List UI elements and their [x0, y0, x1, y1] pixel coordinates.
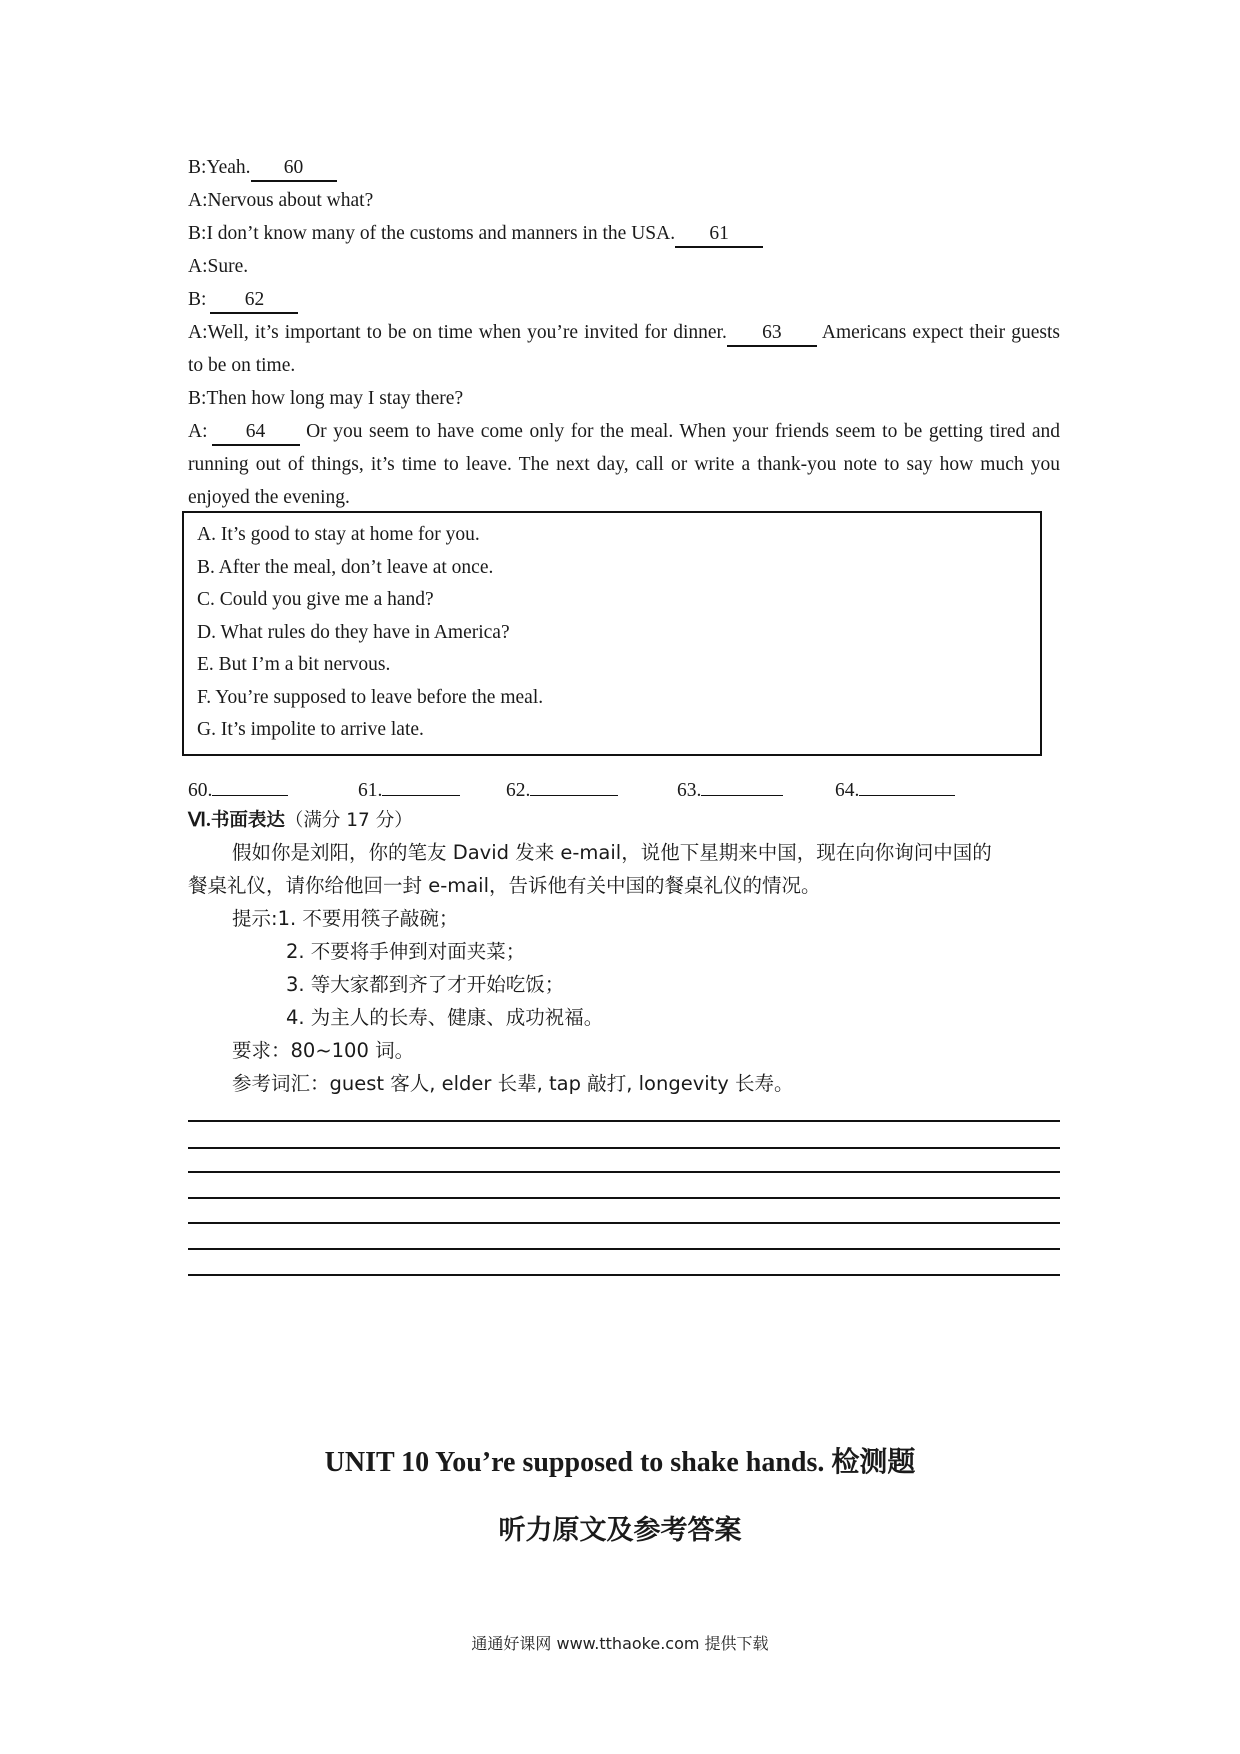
- dialogue-line-63: A:Well, it’s important to be on time when you’re invited for dinner. 63 Americans expect their guests to be on time.: [188, 322, 1060, 376]
- dialogue-text: Americans expect their guests to be on time.: [188, 322, 1060, 376]
- writing-line: [188, 1120, 1060, 1122]
- answer-slot-63: [677, 776, 783, 806]
- dialogue-line-64: A: 64 Or you seem to have come only for the meal. When your friends seem to be getting tired and running out of things, it’s time to leave. The next day, call or write a thank-you note to say how much you enjoyed the evening.: [188, 421, 1060, 508]
- option-g: G. It’s impolite to arrive late.: [197, 719, 424, 740]
- dialogue-line: A:Sure.: [188, 256, 249, 277]
- answer-label: 62.: [506, 780, 531, 801]
- hint-item: 4. 为主人的长寿、健康、成功祝福。: [286, 1006, 604, 1029]
- blank-63: 63: [727, 321, 817, 347]
- answer-slot-60: [188, 776, 288, 806]
- speaker: A: [188, 256, 203, 277]
- answer-label: 60.: [188, 780, 213, 801]
- writing-line: [188, 1274, 1060, 1276]
- dialogue-text: Well, it’s important to be on time when you’re invited for dinner.: [207, 322, 727, 343]
- answer-label: 63.: [677, 780, 702, 801]
- blank-64: 64: [212, 420, 300, 446]
- dialogue-line-61: B:I don’t know many of the customs and manners in the USA. 61: [188, 217, 763, 250]
- speaker: A: [188, 421, 203, 442]
- options-box: [182, 511, 1042, 756]
- hint-item: 2. 不要将手伸到对面夹菜；: [286, 940, 526, 963]
- answer-slot-61: [358, 776, 460, 806]
- dialogue-line-60: B:Yeah. 60: [188, 151, 337, 184]
- option-f: F. You’re supposed to leave before the meal.: [197, 687, 544, 708]
- speaker: B: [188, 157, 202, 178]
- option-d: D. What rules do they have in America?: [197, 622, 510, 643]
- speaker: B: [188, 223, 202, 244]
- subtitle: 听力原文及参考答案: [498, 1515, 742, 1546]
- writing-line: [188, 1197, 1060, 1199]
- answer-slot-64: [835, 776, 955, 806]
- dialogue-line: B:Then how long may I stay there?: [188, 388, 464, 409]
- dialogue-line-62: B: 62: [188, 283, 298, 316]
- dialogue-text: Then how long may I stay there?: [206, 388, 464, 409]
- speaker: B: [188, 289, 202, 310]
- answer-line: [859, 777, 955, 796]
- answer-line: [530, 777, 618, 796]
- dialogue-text: Sure.: [207, 256, 249, 277]
- option-e: E. But I’m a bit nervous.: [197, 654, 391, 675]
- blank-61: 61: [675, 222, 763, 248]
- unit-title: UNIT 10 You’re supposed to shake hands. 检测题: [324, 1447, 916, 1478]
- section-title: [188, 806, 413, 836]
- answer-line: [212, 777, 288, 796]
- dialogue-text: I don’t know many of the customs and manners in the USA.: [206, 223, 676, 244]
- dialogue-text: Yeah.: [206, 157, 251, 178]
- writing-line: [188, 1147, 1060, 1149]
- answer-line: [382, 777, 460, 796]
- answer-label: 61.: [358, 780, 383, 801]
- speaker: A: [188, 190, 203, 211]
- writing-line: [188, 1222, 1060, 1224]
- option-b: B. After the meal, don’t leave at once.: [197, 557, 494, 578]
- writing-line: [188, 1171, 1060, 1173]
- vocabulary: 参考词汇：guest 客人, elder 长辈, tap 敲打, longevity 长寿。: [232, 1072, 794, 1095]
- speaker: A: [188, 322, 203, 343]
- answer-slot-62: [506, 776, 618, 806]
- dialogue-text: Nervous about what?: [207, 190, 374, 211]
- hint-item: 1. 不要用筷子敲碗；: [277, 907, 459, 930]
- footer-text: 通通好课网 www.tthaoke.com 提供下载: [471, 1634, 769, 1653]
- speaker: B: [188, 388, 202, 409]
- section-number: Ⅵ.: [188, 810, 211, 831]
- blank-62: 62: [210, 288, 298, 314]
- section-score: （满分 17 分）: [284, 810, 413, 831]
- dialogue-line: A:Nervous about what?: [188, 190, 374, 211]
- hint-line: [232, 904, 458, 934]
- hint-label: 提示:: [232, 907, 278, 930]
- writing-prompt: 餐桌礼仪，请你给他回一封 e-mail，告诉他有关中国的餐桌礼仪的情况。: [188, 874, 821, 897]
- option-c: C. Could you give me a hand?: [197, 589, 434, 610]
- hint-item: 3. 等大家都到齐了才开始吃饭；: [286, 973, 565, 996]
- writing-prompt: 假如你是刘阳，你的笔友 David 发来 e-mail，说他下星期来中国，现在向你询问中国的: [232, 841, 992, 864]
- answer-label: 64.: [835, 780, 860, 801]
- answer-line: [701, 777, 783, 796]
- option-a: A. It’s good to stay at home for you.: [197, 524, 480, 545]
- blank-60: 60: [251, 156, 337, 182]
- requirement: 要求：80~100 词。: [232, 1039, 415, 1062]
- dialogue-text: Or you seem to have come only for the meal. When your friends seem to be getting tired and running out of things, it’s time to leave. The next day, call or write a thank-you note to say how much you enjoyed the evening.: [188, 421, 1060, 508]
- writing-line: [188, 1248, 1060, 1250]
- section-name: 书面表达: [210, 810, 285, 831]
